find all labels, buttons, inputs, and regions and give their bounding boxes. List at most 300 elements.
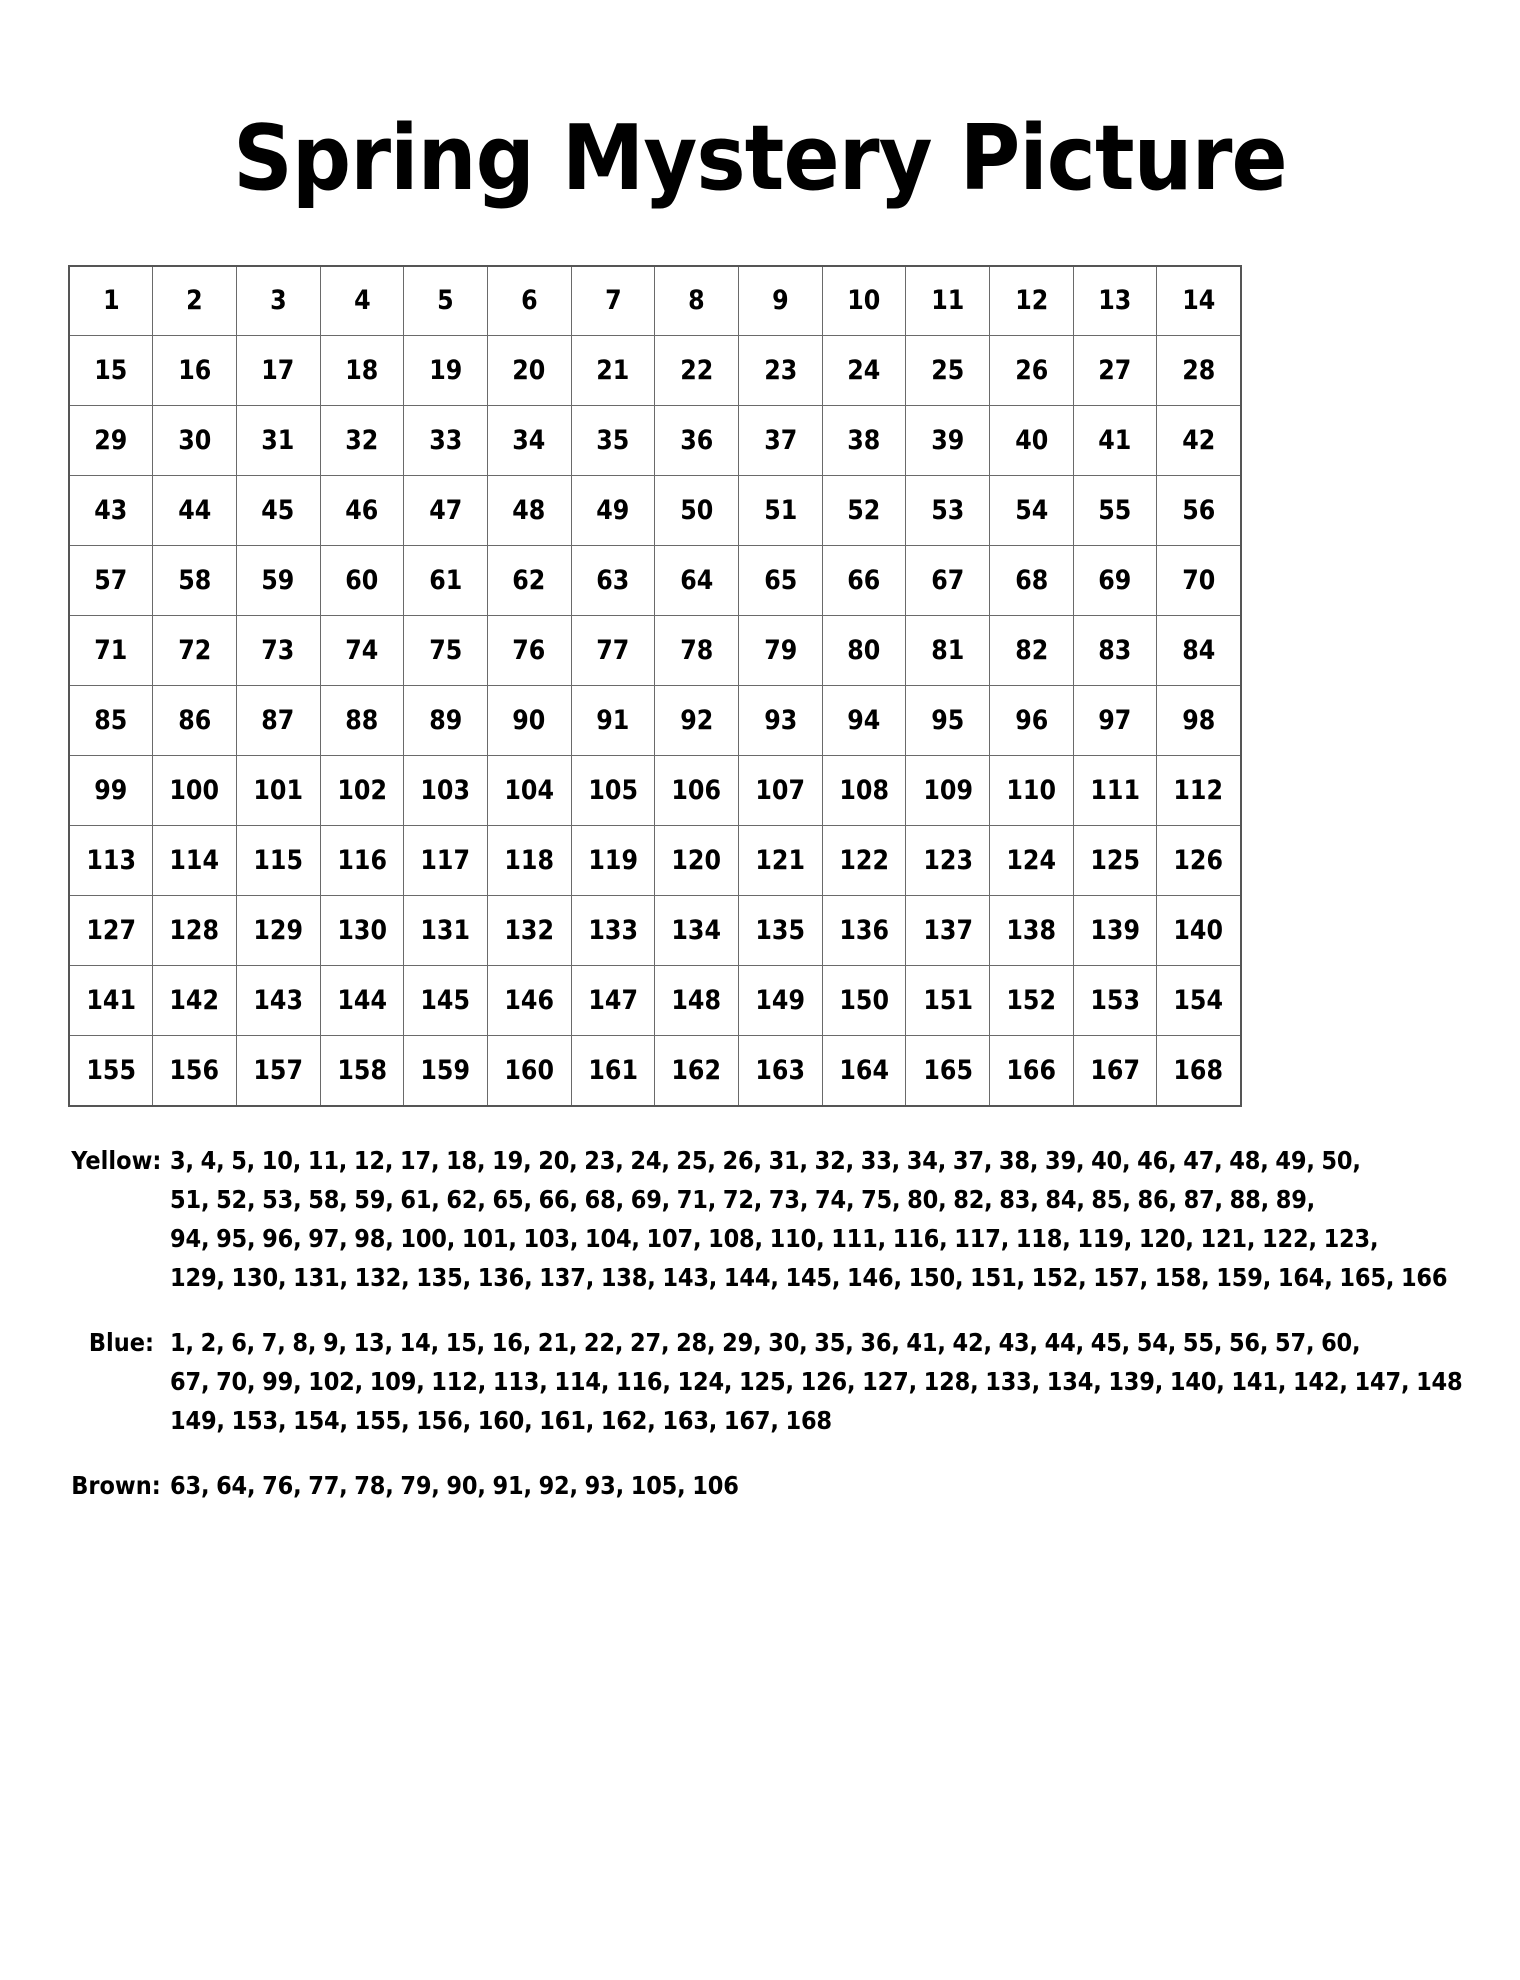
grid-cell[interactable] bbox=[153, 756, 237, 826]
grid-cell[interactable] bbox=[1073, 336, 1157, 406]
grid-cell[interactable] bbox=[822, 266, 906, 336]
grid-cell[interactable] bbox=[153, 826, 237, 896]
grid-cell[interactable] bbox=[990, 1036, 1074, 1106]
grid-cell[interactable] bbox=[320, 266, 404, 336]
grid-cell-number: 159 bbox=[420, 1054, 471, 1086]
grid-cell-number: 156 bbox=[169, 1054, 220, 1086]
grid-cell-number: 123 bbox=[922, 845, 973, 877]
grid-cell[interactable] bbox=[404, 686, 488, 756]
grid-cell-number: 87 bbox=[261, 705, 295, 737]
grid-row bbox=[69, 476, 1241, 546]
grid-row bbox=[69, 546, 1241, 616]
grid-cell[interactable] bbox=[990, 756, 1074, 826]
grid-cell[interactable] bbox=[404, 896, 488, 966]
legend-number-line: 51, 52, 53, 58, 59, 61, 62, 65, 66, 68, 69, 71, 72, 73, 74, 75, 80, 82, 83, 84, 85, 86, 87, 88, 89, bbox=[170, 1184, 1316, 1214]
grid-cell-number: 135 bbox=[755, 915, 806, 947]
grid-cell[interactable] bbox=[404, 266, 488, 336]
grid-cell-number: 78 bbox=[680, 635, 714, 667]
grid-cell[interactable] bbox=[739, 476, 823, 546]
legend-number-list bbox=[154, 1141, 1520, 1297]
grid-cell[interactable] bbox=[655, 826, 739, 896]
grid-cell-number: 153 bbox=[1090, 985, 1140, 1017]
grid-cell-number: 52 bbox=[847, 495, 881, 527]
grid-cell-number: 32 bbox=[345, 425, 379, 457]
grid-cell[interactable] bbox=[320, 686, 404, 756]
grid-cell-number: 51 bbox=[763, 495, 797, 527]
legend-number-line: 67, 70, 99, 102, 109, 112, 113, 114, 116, 124, 125, 126, 127, 128, 133, 134, 139, 140, 141, 142, 147, 148 bbox=[170, 1366, 1463, 1396]
grid-cell[interactable] bbox=[404, 966, 488, 1036]
grid-cell-number: 22 bbox=[680, 355, 714, 387]
grid-cell[interactable] bbox=[906, 616, 990, 686]
grid-cell-number: 89 bbox=[429, 705, 463, 737]
grid-cell[interactable] bbox=[990, 266, 1074, 336]
grid-cell[interactable] bbox=[236, 476, 320, 546]
grid-cell[interactable] bbox=[906, 266, 990, 336]
grid-cell[interactable] bbox=[320, 616, 404, 686]
grid-cell-number: 4 bbox=[353, 285, 371, 317]
grid-cell[interactable] bbox=[153, 546, 237, 616]
grid-cell[interactable] bbox=[1157, 266, 1241, 336]
grid-cell[interactable] bbox=[822, 476, 906, 546]
grid-cell[interactable] bbox=[1157, 616, 1241, 686]
grid-cell-number: 165 bbox=[922, 1054, 973, 1086]
grid-cell[interactable] bbox=[69, 546, 153, 616]
grid-cell-number: 120 bbox=[671, 845, 722, 877]
grid-cell-number: 82 bbox=[1014, 635, 1048, 667]
grid-cell[interactable] bbox=[69, 266, 153, 336]
grid-cell[interactable] bbox=[906, 966, 990, 1036]
grid-cell[interactable] bbox=[236, 686, 320, 756]
grid-cell[interactable] bbox=[153, 266, 237, 336]
grid-cell-number: 1 bbox=[102, 285, 120, 317]
grid-cell-number: 49 bbox=[596, 495, 630, 527]
grid-cell[interactable] bbox=[990, 826, 1074, 896]
grid-cell[interactable] bbox=[739, 406, 823, 476]
grid-cell-number: 125 bbox=[1090, 845, 1140, 877]
grid-cell-number: 53 bbox=[931, 495, 965, 527]
grid-cell[interactable] bbox=[571, 476, 655, 546]
grid-cell[interactable] bbox=[153, 686, 237, 756]
grid-cell[interactable] bbox=[1073, 406, 1157, 476]
grid-cell[interactable] bbox=[990, 686, 1074, 756]
grid-cell[interactable] bbox=[571, 756, 655, 826]
grid-cell-number: 127 bbox=[86, 915, 136, 947]
grid-cell[interactable] bbox=[822, 826, 906, 896]
grid-cell[interactable] bbox=[320, 966, 404, 1036]
grid-cell[interactable] bbox=[153, 896, 237, 966]
grid-cell-number: 166 bbox=[1006, 1054, 1057, 1086]
grid-cell[interactable] bbox=[990, 406, 1074, 476]
grid-cell[interactable] bbox=[69, 1036, 153, 1106]
legend-row-yellow bbox=[62, 1141, 1470, 1297]
grid-cell[interactable] bbox=[1157, 826, 1241, 896]
grid-cell[interactable] bbox=[1157, 336, 1241, 406]
grid-cell-number: 57 bbox=[94, 565, 128, 597]
grid-cell-number: 142 bbox=[169, 985, 220, 1017]
grid-cell-number: 10 bbox=[847, 285, 881, 317]
grid-cell[interactable] bbox=[906, 756, 990, 826]
grid-cell[interactable] bbox=[571, 686, 655, 756]
grid-cell[interactable] bbox=[571, 826, 655, 896]
grid-cell[interactable] bbox=[153, 1036, 237, 1106]
grid-cell-number: 24 bbox=[847, 355, 881, 387]
grid-cell-number: 93 bbox=[763, 705, 797, 737]
grid-cell[interactable] bbox=[404, 546, 488, 616]
grid-cell-number: 132 bbox=[504, 915, 555, 947]
grid-cell-number: 109 bbox=[922, 775, 973, 807]
grid-cell[interactable] bbox=[906, 1036, 990, 1106]
grid-cell-number: 76 bbox=[512, 635, 546, 667]
grid-cell-number: 85 bbox=[94, 705, 128, 737]
grid-cell-number: 28 bbox=[1181, 355, 1216, 387]
grid-cell[interactable] bbox=[153, 336, 237, 406]
grid-cell-number: 37 bbox=[763, 425, 797, 457]
grid-cell[interactable] bbox=[739, 266, 823, 336]
grid-cell[interactable] bbox=[69, 686, 153, 756]
grid-cell[interactable] bbox=[655, 546, 739, 616]
grid-cell[interactable] bbox=[655, 966, 739, 1036]
grid-cell[interactable] bbox=[571, 546, 655, 616]
grid-cell-number: 144 bbox=[337, 985, 387, 1017]
grid-cell-number: 75 bbox=[429, 635, 463, 667]
grid-cell-number: 98 bbox=[1181, 705, 1216, 737]
grid-cell[interactable] bbox=[487, 476, 571, 546]
grid-cell[interactable] bbox=[69, 406, 153, 476]
legend-color-label: Blue: bbox=[88, 1327, 154, 1357]
grid-cell-number: 11 bbox=[931, 285, 965, 317]
grid-cell-number: 146 bbox=[504, 985, 555, 1017]
grid-cell-number: 134 bbox=[671, 915, 722, 947]
grid-cell[interactable] bbox=[1073, 896, 1157, 966]
grid-cell-number: 25 bbox=[931, 355, 965, 387]
grid-cell-number: 36 bbox=[680, 425, 714, 457]
grid-cell-number: 79 bbox=[763, 635, 797, 667]
grid-cell[interactable] bbox=[655, 756, 739, 826]
grid-cell[interactable] bbox=[404, 336, 488, 406]
grid-cell[interactable] bbox=[153, 966, 237, 1036]
grid-cell-number: 41 bbox=[1098, 425, 1132, 457]
grid-cell-number: 110 bbox=[1006, 775, 1057, 807]
grid-cell[interactable] bbox=[1073, 476, 1157, 546]
grid-cell[interactable] bbox=[822, 336, 906, 406]
grid-cell[interactable] bbox=[906, 406, 990, 476]
grid-cell[interactable] bbox=[571, 266, 655, 336]
grid-cell-number: 99 bbox=[94, 775, 128, 807]
grid-cell-number: 84 bbox=[1181, 635, 1216, 667]
legend-number-line: 94, 95, 96, 97, 98, 100, 101, 103, 104, 107, 108, 110, 111, 116, 117, 118, 119, 120, 121, 122, 123, bbox=[170, 1223, 1379, 1253]
grid-row bbox=[69, 336, 1241, 406]
grid-row bbox=[69, 826, 1241, 896]
grid-cell[interactable] bbox=[906, 546, 990, 616]
grid-cell[interactable] bbox=[320, 756, 404, 826]
grid-cell[interactable] bbox=[1157, 756, 1241, 826]
grid-cell[interactable] bbox=[487, 826, 571, 896]
grid-cell-number: 44 bbox=[177, 495, 212, 527]
grid-cell-number: 3 bbox=[269, 285, 287, 317]
grid-cell[interactable] bbox=[822, 686, 906, 756]
grid-cell-number: 133 bbox=[588, 915, 638, 947]
grid-cell[interactable] bbox=[236, 756, 320, 826]
grid-cell[interactable] bbox=[822, 966, 906, 1036]
grid-cell[interactable] bbox=[320, 476, 404, 546]
grid-cell[interactable] bbox=[320, 546, 404, 616]
grid-cell[interactable] bbox=[1157, 546, 1241, 616]
grid-cell-number: 106 bbox=[671, 775, 722, 807]
grid-cell[interactable] bbox=[69, 966, 153, 1036]
grid-cell-number: 38 bbox=[847, 425, 881, 457]
grid-cell-number: 42 bbox=[1181, 425, 1216, 457]
grid-cell[interactable] bbox=[69, 476, 153, 546]
grid-cell[interactable] bbox=[655, 266, 739, 336]
grid-cell-number: 148 bbox=[671, 985, 722, 1017]
grid-cell-number: 131 bbox=[420, 915, 471, 947]
legend-number-list bbox=[154, 1323, 1520, 1440]
legend-row-blue bbox=[62, 1323, 1470, 1440]
grid-cell-number: 71 bbox=[94, 635, 128, 667]
grid-cell[interactable] bbox=[236, 826, 320, 896]
grid-cell[interactable] bbox=[822, 616, 906, 686]
grid-cell-number: 67 bbox=[931, 565, 965, 597]
grid-cell[interactable] bbox=[571, 896, 655, 966]
grid-cell-number: 47 bbox=[429, 495, 463, 527]
grid-cell-number: 94 bbox=[847, 705, 881, 737]
grid-cell-number: 55 bbox=[1098, 495, 1132, 527]
grid-cell-number: 163 bbox=[755, 1054, 806, 1086]
grid-cell[interactable] bbox=[739, 1036, 823, 1106]
grid-cell-number: 124 bbox=[1006, 845, 1057, 877]
grid-cell[interactable] bbox=[487, 896, 571, 966]
grid-cell-number: 149 bbox=[755, 985, 806, 1017]
grid-cell[interactable] bbox=[655, 1036, 739, 1106]
grid-cell[interactable] bbox=[320, 896, 404, 966]
grid-cell-number: 150 bbox=[839, 985, 889, 1017]
grid-cell-number: 58 bbox=[177, 565, 212, 597]
legend-number-line: 149, 153, 154, 155, 156, 160, 161, 162, 163, 167, 168 bbox=[170, 1405, 832, 1435]
grid-cell[interactable] bbox=[487, 546, 571, 616]
grid-cell-number: 114 bbox=[169, 845, 220, 877]
grid-cell[interactable] bbox=[655, 686, 739, 756]
grid-cell-number: 73 bbox=[261, 635, 295, 667]
grid-cell-number: 128 bbox=[169, 915, 220, 947]
grid-cell[interactable] bbox=[571, 1036, 655, 1106]
grid-cell-number: 162 bbox=[671, 1054, 722, 1086]
grid-cell[interactable] bbox=[655, 336, 739, 406]
grid-cell-number: 39 bbox=[931, 425, 965, 457]
grid-cell[interactable] bbox=[236, 266, 320, 336]
grid-cell[interactable] bbox=[320, 826, 404, 896]
grid-cell-number: 119 bbox=[588, 845, 638, 877]
grid-row bbox=[69, 266, 1241, 336]
grid-cell-number: 46 bbox=[345, 495, 379, 527]
grid-cell[interactable] bbox=[990, 546, 1074, 616]
grid-cell[interactable] bbox=[1073, 616, 1157, 686]
grid-cell[interactable] bbox=[655, 616, 739, 686]
grid-cell[interactable] bbox=[655, 896, 739, 966]
grid-cell[interactable] bbox=[487, 616, 571, 686]
grid-cell[interactable] bbox=[69, 756, 153, 826]
grid-cell[interactable] bbox=[236, 546, 320, 616]
grid-cell-number: 141 bbox=[86, 985, 136, 1017]
grid-cell-number: 107 bbox=[755, 775, 806, 807]
grid-cell-number: 81 bbox=[931, 635, 965, 667]
grid-cell[interactable] bbox=[1073, 756, 1157, 826]
grid-cell[interactable] bbox=[153, 616, 237, 686]
grid-cell[interactable] bbox=[739, 826, 823, 896]
grid-cell[interactable] bbox=[1073, 546, 1157, 616]
grid-cell[interactable] bbox=[739, 546, 823, 616]
grid-cell[interactable] bbox=[1073, 826, 1157, 896]
grid-cell[interactable] bbox=[320, 406, 404, 476]
grid-cell[interactable] bbox=[236, 616, 320, 686]
grid-cell[interactable] bbox=[1157, 686, 1241, 756]
grid-cell[interactable] bbox=[487, 966, 571, 1036]
grid-cell[interactable] bbox=[320, 1036, 404, 1106]
grid-cell[interactable] bbox=[990, 896, 1074, 966]
grid-cell-number: 88 bbox=[345, 705, 379, 737]
grid-cell-number: 15 bbox=[94, 355, 128, 387]
grid-cell[interactable] bbox=[906, 336, 990, 406]
grid-cell[interactable] bbox=[739, 756, 823, 826]
grid-cell-number: 147 bbox=[588, 985, 638, 1017]
grid-cell[interactable] bbox=[320, 336, 404, 406]
grid-cell[interactable] bbox=[236, 406, 320, 476]
grid-cell[interactable] bbox=[404, 756, 488, 826]
grid-cell-number: 164 bbox=[839, 1054, 889, 1086]
grid-cell[interactable] bbox=[1073, 686, 1157, 756]
grid-cell[interactable] bbox=[1157, 406, 1241, 476]
grid-cell-number: 103 bbox=[420, 775, 471, 807]
legend-number-line: 1, 2, 6, 7, 8, 9, 13, 14, 15, 16, 21, 22, 27, 28, 29, 30, 35, 36, 41, 42, 43, 44, 45, 54, 55, 56, 57, 60, bbox=[170, 1327, 1361, 1357]
grid-cell-number: 80 bbox=[847, 635, 881, 667]
grid-cell[interactable] bbox=[822, 406, 906, 476]
grid-cell[interactable] bbox=[487, 756, 571, 826]
grid-cell[interactable] bbox=[822, 756, 906, 826]
grid-cell[interactable] bbox=[571, 616, 655, 686]
grid-cell[interactable] bbox=[236, 336, 320, 406]
grid-cell-number: 158 bbox=[337, 1054, 387, 1086]
grid-cell[interactable] bbox=[236, 1036, 320, 1106]
grid-cell[interactable] bbox=[1157, 966, 1241, 1036]
grid-cell[interactable] bbox=[236, 896, 320, 966]
grid-row bbox=[69, 686, 1241, 756]
grid-cell[interactable] bbox=[990, 966, 1074, 1036]
grid-cell-number: 126 bbox=[1173, 845, 1224, 877]
grid-cell-number: 54 bbox=[1014, 495, 1048, 527]
grid-cell[interactable] bbox=[487, 266, 571, 336]
page-title: Spring Mystery Picture bbox=[233, 106, 1287, 212]
grid-cell-number: 48 bbox=[512, 495, 546, 527]
grid-row bbox=[69, 966, 1241, 1036]
grid-cell[interactable] bbox=[1157, 476, 1241, 546]
grid-cell[interactable] bbox=[739, 686, 823, 756]
grid-cell[interactable] bbox=[1073, 966, 1157, 1036]
grid-cell[interactable] bbox=[822, 546, 906, 616]
grid-cell[interactable] bbox=[69, 896, 153, 966]
grid-cell-number: 90 bbox=[512, 705, 546, 737]
grid-cell[interactable] bbox=[739, 966, 823, 1036]
grid-cell[interactable] bbox=[69, 826, 153, 896]
grid-cell[interactable] bbox=[990, 616, 1074, 686]
grid-cell-number: 20 bbox=[512, 355, 546, 387]
grid-cell[interactable] bbox=[487, 1036, 571, 1106]
grid-cell-number: 86 bbox=[177, 705, 212, 737]
worksheet-page bbox=[0, 60, 1520, 1980]
grid-cell-number: 160 bbox=[504, 1054, 555, 1086]
grid-row bbox=[69, 406, 1241, 476]
grid-cell[interactable] bbox=[69, 336, 153, 406]
grid-cell[interactable] bbox=[1073, 266, 1157, 336]
grid-cell[interactable] bbox=[1157, 896, 1241, 966]
grid-cell[interactable] bbox=[571, 336, 655, 406]
grid-cell[interactable] bbox=[822, 896, 906, 966]
grid-cell[interactable] bbox=[571, 406, 655, 476]
grid-cell[interactable] bbox=[571, 966, 655, 1036]
grid-cell-number: 31 bbox=[261, 425, 295, 457]
grid-cell-number: 105 bbox=[588, 775, 638, 807]
grid-cell-number: 72 bbox=[177, 635, 212, 667]
grid-cell-number: 74 bbox=[345, 635, 379, 667]
grid-cell[interactable] bbox=[655, 406, 739, 476]
grid-cell[interactable] bbox=[69, 616, 153, 686]
grid-cell[interactable] bbox=[1073, 1036, 1157, 1106]
grid-row bbox=[69, 896, 1241, 966]
grid-cell[interactable] bbox=[906, 686, 990, 756]
grid-cell-number: 167 bbox=[1090, 1054, 1140, 1086]
grid-cell[interactable] bbox=[906, 896, 990, 966]
grid-cell-number: 168 bbox=[1173, 1054, 1224, 1086]
grid-cell[interactable] bbox=[739, 896, 823, 966]
grid-cell[interactable] bbox=[739, 616, 823, 686]
grid-cell-number: 26 bbox=[1014, 355, 1048, 387]
grid-cell-number: 61 bbox=[429, 565, 463, 597]
grid-cell[interactable] bbox=[487, 686, 571, 756]
grid-cell-number: 19 bbox=[429, 355, 463, 387]
grid-cell[interactable] bbox=[990, 476, 1074, 546]
grid-cell[interactable] bbox=[404, 476, 488, 546]
grid-cell-number: 30 bbox=[177, 425, 212, 457]
grid-cell-number: 113 bbox=[86, 845, 136, 877]
legend-number-line: 63, 64, 76, 77, 78, 79, 90, 91, 92, 93, 105, 106 bbox=[170, 1470, 739, 1500]
grid-cell[interactable] bbox=[236, 966, 320, 1036]
grid-cell-number: 6 bbox=[521, 285, 538, 317]
grid-cell[interactable] bbox=[153, 476, 237, 546]
grid-cell[interactable] bbox=[822, 1036, 906, 1106]
grid-cell[interactable] bbox=[990, 336, 1074, 406]
grid-cell[interactable] bbox=[487, 336, 571, 406]
grid-cell[interactable] bbox=[404, 616, 488, 686]
grid-cell-number: 50 bbox=[680, 495, 714, 527]
grid-cell-number: 16 bbox=[177, 355, 212, 387]
grid-cell-number: 63 bbox=[596, 565, 630, 597]
grid-row bbox=[69, 616, 1241, 686]
grid-cell[interactable] bbox=[404, 406, 488, 476]
grid-cell-number: 139 bbox=[1090, 915, 1140, 947]
grid-cell[interactable] bbox=[1157, 1036, 1241, 1106]
grid-cell[interactable] bbox=[739, 336, 823, 406]
grid-cell[interactable] bbox=[404, 1036, 488, 1106]
grid-cell-number: 154 bbox=[1173, 985, 1224, 1017]
grid-cell-number: 91 bbox=[596, 705, 630, 737]
grid-cell[interactable] bbox=[655, 476, 739, 546]
grid-cell-number: 102 bbox=[337, 775, 387, 807]
grid-cell[interactable] bbox=[153, 406, 237, 476]
grid-cell[interactable] bbox=[906, 826, 990, 896]
grid-cell[interactable] bbox=[404, 826, 488, 896]
grid-cell-number: 100 bbox=[169, 775, 220, 807]
color-legend bbox=[0, 1141, 1520, 1505]
grid-cell[interactable] bbox=[487, 406, 571, 476]
grid-cell[interactable] bbox=[906, 476, 990, 546]
